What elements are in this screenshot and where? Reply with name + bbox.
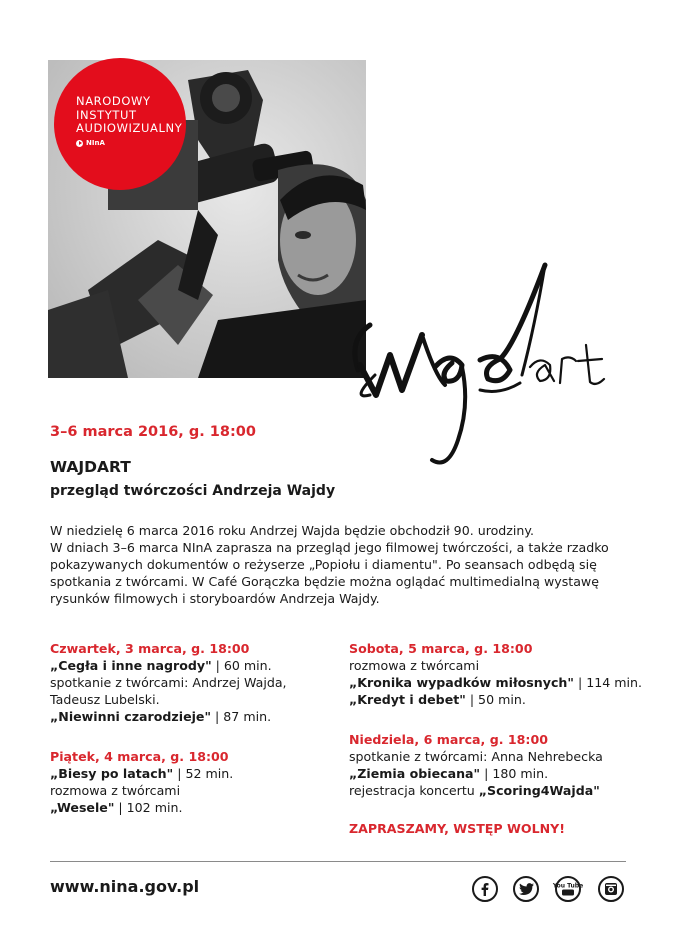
- film-entry: [50, 765, 233, 782]
- film-duration: | 50 min.: [465, 692, 526, 707]
- film-title: „Wesele": [50, 800, 115, 815]
- logo-line: NARODOWY: [76, 94, 151, 108]
- nina-mark-label: NInA: [86, 139, 105, 147]
- twitter-icon[interactable]: [513, 876, 539, 902]
- logo-line: AUDIOWIZUALNY: [76, 121, 183, 135]
- film-title: „Cegła i inne nagrody": [50, 658, 212, 673]
- concert-title: „Scoring4Wajda": [478, 783, 600, 798]
- facebook-icon[interactable]: [472, 876, 498, 902]
- film-title: „Kredyt i debet": [349, 692, 466, 707]
- film-title: „Kronika wypadków miłosnych": [349, 675, 574, 690]
- nina-mark: [76, 139, 105, 147]
- intro-line: spotkania z twórcami. W Café Gorączka będzie można oglądać multimedialną wystawę: [50, 574, 599, 589]
- film-duration: | 102 min.: [114, 800, 183, 815]
- event-title: WAJDART: [50, 458, 131, 476]
- day-heading: Niedziela, 6 marca, g. 18:00: [349, 732, 548, 747]
- wajdart-signature: [340, 255, 640, 485]
- meeting-info: spotkanie z twórcami: Anna Nehrebecka: [349, 749, 603, 764]
- film-title: „Niewinni czarodzieje": [50, 709, 212, 724]
- meeting-info: spotkanie z twórcami: Andrzej Wajda,: [50, 675, 287, 690]
- event-date: 3–6 marca 2016, g. 18:00: [50, 424, 256, 440]
- schedule-thursday: [50, 640, 287, 725]
- day-heading: Piątek, 4 marca, g. 18:00: [50, 749, 229, 764]
- intro-line: W dniach 3–6 marca NInA zaprasza na przegląd jego filmowej twórczości, a także rzadko: [50, 540, 609, 555]
- film-entry: [50, 799, 233, 816]
- film-duration: | 87 min.: [211, 709, 272, 724]
- film-entry: [349, 691, 642, 708]
- schedule-sunday: [349, 731, 603, 799]
- film-title: „Biesy po latach": [50, 766, 174, 781]
- logo-line: INSTYTUT: [76, 107, 137, 122]
- event-subtitle: przegląd twórczości Andrzeja Wajdy: [50, 483, 336, 499]
- film-duration: | 180 min.: [480, 766, 549, 781]
- day-heading: Czwartek, 3 marca, g. 18:00: [50, 641, 250, 656]
- intro-line: W niedzielę 6 marca 2016 roku Andrzej Wajda będzie obchodził 90. urodziny.: [50, 523, 535, 538]
- nina-logo: [54, 58, 186, 190]
- footer-divider: [50, 861, 626, 862]
- intro-paragraph: [50, 522, 650, 607]
- concert-entry: [349, 782, 603, 799]
- intro-line: pokazywanych dokumentów o reżyserze „Popiołu i diamentu". Po seansach odbędą się: [50, 557, 597, 572]
- film-title: „Ziemia obiecana": [349, 766, 481, 781]
- film-duration: | 52 min.: [173, 766, 234, 781]
- concert-label: rejestracja koncertu: [349, 783, 479, 798]
- meeting-info: Tadeusz Lubelski.: [50, 692, 160, 707]
- invitation-text: ZAPRASZAMY, WSTĘP WOLNY!: [349, 821, 566, 836]
- schedule-friday: [50, 748, 233, 816]
- play-icon: [76, 140, 83, 147]
- meeting-info: rozmowa z twórcami: [349, 658, 480, 673]
- intro-line: rysunków filmowych i storyboardów Andrzeja Wajdy.: [50, 591, 380, 606]
- film-duration: | 114 min.: [573, 675, 642, 690]
- day-heading: Sobota, 5 marca, g. 18:00: [349, 641, 533, 656]
- youtube-icon[interactable]: [552, 876, 584, 902]
- instagram-icon[interactable]: [598, 876, 624, 902]
- film-duration: | 60 min.: [211, 658, 272, 673]
- film-entry: [50, 657, 287, 674]
- youtube-icon-label: You Tube: [552, 882, 584, 890]
- meeting-info: rozmowa z twórcami: [50, 783, 181, 798]
- website-link[interactable]: www.nina.gov.pl: [50, 877, 200, 896]
- film-entry: [50, 708, 287, 725]
- film-entry: [349, 765, 603, 782]
- film-entry: [349, 674, 642, 691]
- schedule-saturday: [349, 640, 642, 708]
